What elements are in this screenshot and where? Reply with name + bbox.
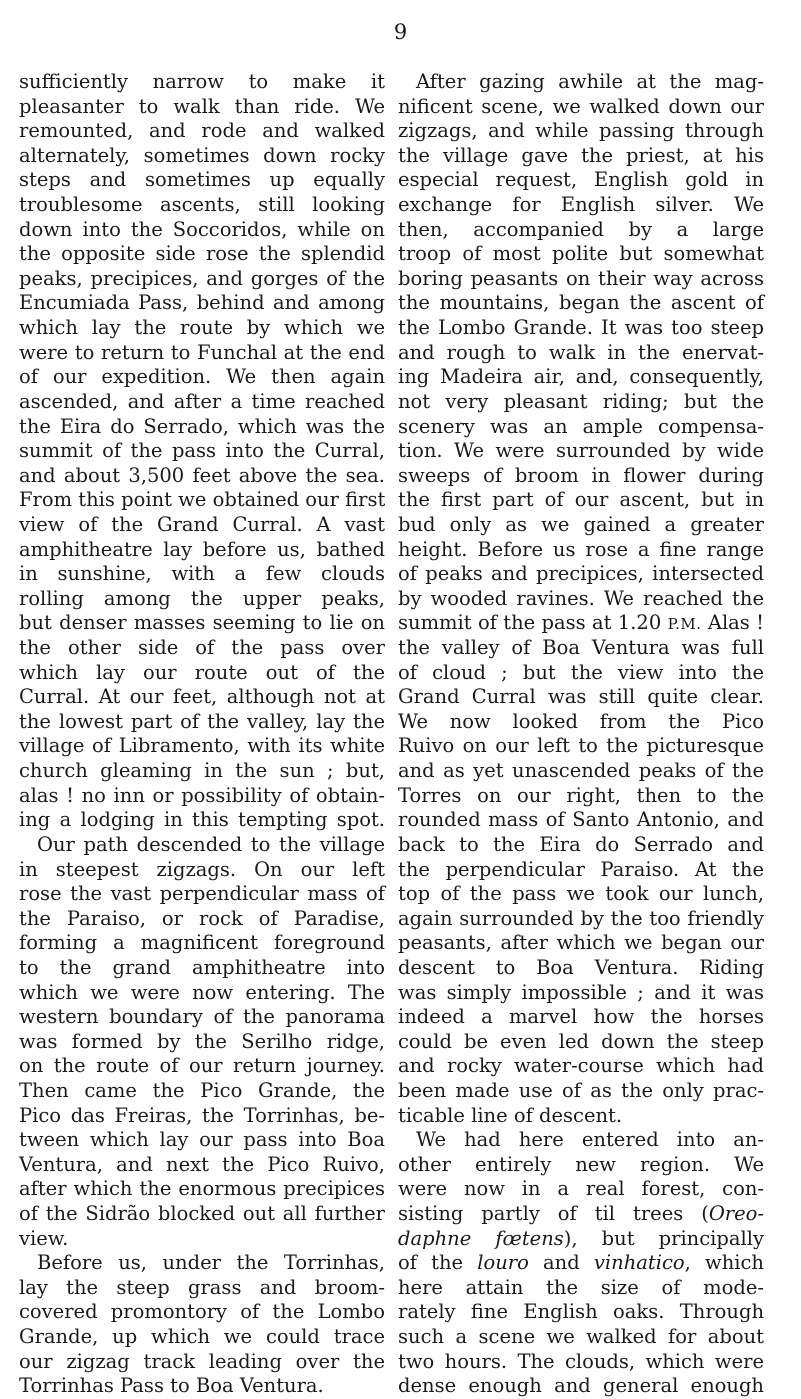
text-line: Ruivo on our left to the picturesque bbox=[398, 734, 764, 758]
text-line: the perpendicular Paraiso. At the bbox=[398, 857, 764, 881]
text-line: on the route of our return journey. bbox=[19, 1054, 385, 1078]
text-line: and rocky water-course which had bbox=[398, 1054, 764, 1078]
text-line: the Eira do Serrado, which was the bbox=[19, 414, 385, 438]
text-line: could be even led down the steep bbox=[398, 1029, 764, 1053]
text-line: after which the enormous precipices bbox=[19, 1177, 385, 1201]
text-line: not very pleasant riding; but the bbox=[398, 389, 764, 413]
text-line: were to return to Funchal at the end bbox=[19, 340, 385, 364]
text-line: to the grand amphitheatre into bbox=[19, 955, 385, 979]
text-line: We had here entered into an- bbox=[416, 1128, 764, 1152]
text-line: We now looked from the Pico bbox=[398, 709, 764, 733]
text-line: the Paraiso, or rock of Paradise, bbox=[19, 906, 385, 930]
small-caps-pm: P.M. bbox=[667, 615, 702, 634]
italic-text: daphne fœtens bbox=[398, 1226, 564, 1250]
text-line: western boundary of the panorama bbox=[19, 1005, 385, 1029]
text-line: especial request, English gold in bbox=[398, 168, 764, 192]
text-line: amphitheatre lay before us, bathed bbox=[19, 537, 385, 561]
text-line: indeed a marvel how the horses bbox=[398, 1005, 764, 1029]
text-line: pleasanter to walk than ride. We bbox=[19, 94, 385, 118]
text-line: After gazing awhile at the mag- bbox=[416, 70, 764, 93]
text-line: From this point we obtained our first bbox=[19, 488, 386, 512]
right-column bbox=[398, 70, 764, 1399]
text-line: descent to Boa Ventura. Riding bbox=[398, 955, 764, 979]
italic-text: louro bbox=[477, 1251, 529, 1275]
text-line: were now in a real forest, con- bbox=[398, 1177, 764, 1201]
text-line: then, accompanied by a large bbox=[398, 217, 764, 241]
text-line: forming a magnificent foreground bbox=[19, 931, 385, 955]
text-line: Grand Curral was still quite clear. bbox=[398, 685, 764, 709]
text-line: nificent scene, we walked down our bbox=[398, 94, 764, 118]
text-line: height. Before us rose a fine range bbox=[398, 537, 764, 561]
text-line: and as yet unascended peaks of the bbox=[398, 759, 764, 783]
text-line: church gleaming in the sun ; but, bbox=[19, 759, 385, 783]
text-line: been made use of as the only prac- bbox=[398, 1078, 764, 1102]
text-line: dense enough and general enough bbox=[398, 1374, 764, 1398]
text-line: troop of most polite but somewhat bbox=[398, 242, 764, 266]
text-line: rolling among the upper peaks, bbox=[19, 586, 385, 610]
text-line: sufficiently narrow to make it bbox=[19, 70, 385, 93]
text-line: of our expedition. We then again bbox=[19, 365, 385, 389]
text-line: the opposite side rose the splendid bbox=[19, 242, 385, 266]
text-line: zigzags, and while passing through bbox=[398, 119, 764, 143]
text-line: was simply impossible ; and it was bbox=[398, 980, 764, 1004]
text-line: peasants, after which we began our bbox=[398, 931, 764, 955]
text-run: ), but principally bbox=[563, 1226, 764, 1250]
italic-text: Oreo- bbox=[708, 1202, 764, 1226]
text-line: the village gave the priest, at his bbox=[398, 143, 764, 167]
text-line: Curral. At our feet, although not at bbox=[19, 685, 385, 709]
text-line: of peaks and precipices, intersected bbox=[398, 562, 764, 586]
text-line: such a scene we walked for about bbox=[398, 1325, 764, 1349]
text-line: boring peasants on their way across bbox=[398, 266, 764, 290]
text-line: the valley of Boa Ventura was full bbox=[398, 636, 764, 660]
text-line: of the Sidrão blocked out all further bbox=[19, 1202, 385, 1226]
text-line: village of Libramento, with its white bbox=[19, 734, 385, 758]
text-line: Torres on our right, then to the bbox=[398, 783, 764, 807]
text-run: Alas ! bbox=[701, 611, 764, 635]
text-line: in sunshine, with a few clouds bbox=[19, 562, 385, 586]
text-line: view. bbox=[19, 1226, 69, 1250]
text-line bbox=[398, 611, 764, 636]
text-line: rose the vast perpendicular mass of bbox=[19, 882, 385, 906]
text-line: other entirely new region. We bbox=[398, 1152, 764, 1176]
text-line: the lowest part of the valley, lay the bbox=[19, 709, 385, 733]
text-line: troublesome ascents, still looking bbox=[19, 193, 385, 217]
text-run: of the bbox=[398, 1251, 478, 1275]
text-run: and bbox=[528, 1251, 594, 1275]
text-line: the Lombo Grande. It was too steep bbox=[398, 316, 764, 340]
text-line: and about 3,500 feet above the sea. bbox=[19, 463, 385, 487]
text-line: Ventura, and next the Pico Ruivo, bbox=[19, 1152, 385, 1176]
text-line: ascended, and after a time reached bbox=[19, 389, 385, 413]
text-line: tion. We were surrounded by wide bbox=[398, 439, 764, 463]
text-line: scenery was an ample compensa- bbox=[398, 414, 764, 438]
text-line: bud only as we gained a greater bbox=[398, 512, 764, 536]
text-line: sweeps of broom in flower during bbox=[398, 463, 764, 487]
text-line: exchange for English silver. We bbox=[398, 193, 764, 217]
text-line: Pico das Freiras, the Torrinhas, be- bbox=[19, 1103, 385, 1127]
text-line: steps and sometimes up equally bbox=[19, 168, 385, 192]
text-line: tween which lay our pass into Boa bbox=[19, 1128, 385, 1152]
italic-text: vinhatico bbox=[593, 1251, 685, 1275]
text-line: which lay the route by which we bbox=[19, 316, 385, 340]
text-line: Before us, under the Torrinhas, bbox=[37, 1251, 385, 1275]
text-line: of cloud ; but the view into the bbox=[398, 660, 764, 684]
text-line: rately fine English oaks. Through bbox=[398, 1300, 764, 1324]
text-line: here attain the size of mode- bbox=[398, 1275, 764, 1299]
text-line: rounded mass of Santo Antonio, and bbox=[398, 808, 764, 832]
text-line: by wooded ravines. We reached the bbox=[398, 586, 764, 610]
text-run: , which bbox=[684, 1251, 764, 1275]
text-line: Encumiada Pass, behind and among bbox=[19, 291, 385, 315]
text-line: and rough to walk in the enervat- bbox=[398, 340, 764, 364]
text-line: ticable line of descent. bbox=[398, 1103, 623, 1127]
text-line: remounted, and rode and walked bbox=[19, 119, 385, 143]
text-line: alas ! no inn or possibility of obtain- bbox=[19, 783, 385, 807]
text-run: summit of the pass at 1.20 bbox=[398, 611, 668, 635]
text-line: which lay our route out of the bbox=[19, 660, 385, 684]
text-line: Grande, up which we could trace bbox=[19, 1325, 385, 1349]
text-line: lay the steep grass and broom- bbox=[19, 1275, 385, 1299]
text-line: Our path descended to the village bbox=[37, 832, 385, 856]
text-line: the other side of the pass over bbox=[19, 636, 385, 660]
text-line bbox=[398, 1227, 764, 1252]
text-line: covered promontory of the Lombo bbox=[19, 1300, 385, 1324]
text-line: peaks, precipices, and gorges of the bbox=[19, 266, 385, 290]
text-run: sisting partly of til trees ( bbox=[398, 1202, 709, 1226]
text-line: but denser masses seeming to lie on bbox=[19, 611, 385, 635]
text-line: top of the pass we took our lunch, bbox=[398, 882, 764, 906]
text-line: Then came the Pico Grande, the bbox=[19, 1078, 385, 1102]
text-line: the first part of our ascent, but in bbox=[398, 488, 764, 512]
text-line: summit of the pass into the Curral, bbox=[19, 439, 385, 463]
text-line: view of the Grand Curral. A vast bbox=[19, 512, 385, 536]
text-line: our zigzag track leading over the bbox=[19, 1349, 385, 1373]
page-number: 9 bbox=[393, 20, 408, 44]
text-line: was formed by the Serilho ridge, bbox=[19, 1029, 385, 1053]
text-line: ing a lodging in this tempting spot. bbox=[19, 808, 385, 832]
text-line bbox=[398, 1202, 764, 1227]
text-line: ing Madeira air, and, consequently, bbox=[398, 365, 764, 389]
left-column bbox=[19, 70, 385, 1399]
text-line: Torrinhas Pass to Boa Ventura. bbox=[19, 1374, 324, 1398]
text-line: the mountains, began the ascent of bbox=[398, 291, 764, 315]
text-line: in steepest zigzags. On our left bbox=[19, 857, 385, 881]
text-line: down into the Soccoridos, while on bbox=[19, 217, 385, 241]
text-line bbox=[398, 1251, 764, 1276]
text-line: back to the Eira do Serrado and bbox=[398, 832, 764, 856]
text-line: again surrounded by the too friendly bbox=[398, 906, 764, 930]
text-line: alternately, sometimes down rocky bbox=[19, 143, 385, 167]
text-line: two hours. The clouds, which were bbox=[398, 1349, 764, 1373]
text-line: which we were now entering. The bbox=[19, 980, 385, 1004]
